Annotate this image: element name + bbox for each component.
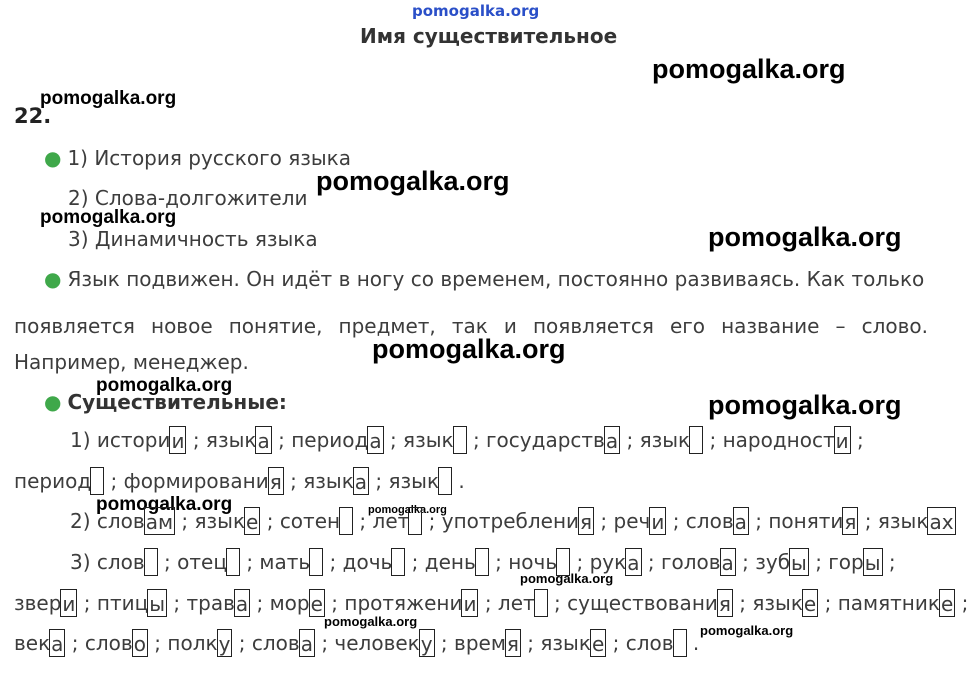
ending-box: я [578,507,594,535]
noun-row [70,548,896,576]
ending-box: и [834,426,851,454]
separator: ; [147,631,168,655]
separator: ; [324,591,345,615]
word-stem: врем [454,631,506,655]
watermark: pomogalka.org [96,375,233,396]
ending-box [673,629,687,657]
separator: ; [570,550,590,574]
word-stem: мать [259,550,311,574]
bullet-icon: ● [44,146,62,170]
separator: ; [955,591,968,615]
word-stem: употреблени [441,509,580,533]
word-stem: поняти [768,509,844,533]
noun-word [252,629,315,657]
word-stem: народност [722,428,835,452]
noun-word [838,589,956,617]
separator: ; [260,509,280,533]
separator: ; [186,428,206,452]
noun-word [344,589,478,617]
separator: ; [732,591,753,615]
noun-word [85,629,148,657]
noun-word [186,589,250,617]
ending-box: а [299,629,315,657]
page-title: Имя существительное [360,24,618,48]
noun-word [454,629,521,657]
noun-word [590,548,642,576]
noun-word [70,548,158,576]
separator: ; [703,428,723,452]
word-stem: полк [167,631,218,655]
watermark: pomogalka.org [40,207,177,228]
separator: ; [748,509,769,533]
ending-box: а [604,426,620,454]
ending-box: е [802,589,818,617]
word-stem: отец [177,550,227,574]
separator: ; [383,428,404,452]
ending-box: е [939,589,955,617]
word-stem: период [14,469,92,493]
word-stem: язык [403,428,454,452]
separator: ; [818,591,838,615]
separator: ; [250,591,270,615]
word-stem: рук [589,550,627,574]
bullet-icon: ● [44,390,62,414]
separator: ; [157,550,178,574]
ending-box: ы [789,548,809,576]
ending-box: а [367,426,383,454]
noun-word [403,426,467,454]
noun-row [14,467,465,495]
plan-item: 2) Слова-долгожители [68,186,308,210]
word-stem: слов [96,509,145,533]
separator: ; [478,591,498,615]
separator: ; [369,469,389,493]
word-stem: язык [639,428,691,452]
word-stem: голов [660,550,721,574]
noun-word [334,629,434,657]
ending-box [689,426,703,454]
word-stem: дочь [342,550,393,574]
word-stem: язык [303,469,354,493]
ending-box [408,507,422,535]
word-stem: день [424,550,476,574]
watermark: pomogalka.org [368,504,447,516]
bullet-icon: ● [44,267,62,291]
noun-word [291,426,383,454]
word-stem: лет [372,509,410,533]
noun-word [752,589,818,617]
watermark: pomogalka.org [520,571,614,586]
noun-word [70,507,175,535]
word-stem: лет [497,591,535,615]
ending-box: а [720,548,736,576]
separator: ; [405,550,425,574]
separator: ; [422,509,442,533]
noun-row [14,589,968,617]
site-link[interactable]: pomogalka.org [412,2,540,20]
word-stem: сотен [279,509,341,533]
word-stem: птиц [96,591,149,615]
word-stem: реч [613,509,651,533]
watermark: pomogalka.org [700,623,794,638]
watermark: pomogalka.org [96,494,233,515]
ending-box: е [244,507,260,535]
ending-box [556,548,570,576]
separator: ; [314,631,335,655]
separator: ; [882,550,896,574]
noun-word [686,507,749,535]
ending-box [438,467,452,495]
ending-box: е [309,589,325,617]
word-stem: зуб [755,550,791,574]
ending-box: у [419,629,435,657]
paragraph-body: появляется новое понятие, предмет, так и появляется его название – слово. Например, менеджер. [14,314,928,374]
separator: ; [283,469,304,493]
ending-box: и [461,589,478,617]
word-stem: протяжени [344,591,463,615]
ending-box [144,548,158,576]
ending-box: и [169,426,186,454]
separator: ; [232,631,252,655]
ending-box: ах [927,507,955,535]
watermark: pomogalka.org [316,166,510,196]
word-stem: век [14,631,51,655]
noun-word [97,589,167,617]
paragraph-first-line: ● Язык подвижен. Он идёт в ногу со временем, постоянно развиваясь. Как только [44,267,925,291]
word-stem: истори [96,428,171,452]
ending-box: я [842,507,858,535]
separator: ; [735,550,756,574]
word-stem: звер [14,591,62,615]
word-stem: язык [752,591,803,615]
separator: ; [808,550,829,574]
noun-word [259,548,323,576]
word-stem: слов [625,631,674,655]
noun-word [661,548,736,576]
item-number: 2) [70,509,97,533]
separator: ; [606,631,626,655]
ending-box: а [255,426,271,454]
word-stem: слов [84,631,133,655]
word-stem: язык [877,509,929,533]
ending-box: я [505,629,521,657]
word-stem: язык [194,509,246,533]
separator: ; [858,509,878,533]
separator: ; [520,631,541,655]
noun-word [486,426,620,454]
ending-box: а [49,629,65,657]
word-stem: формировани [123,469,269,493]
word-stem: человек [334,631,420,655]
noun-word [373,507,423,535]
separator: ; [104,469,124,493]
watermark: pomogalka.org [40,88,177,109]
separator: ; [547,591,568,615]
ending-box: у [217,629,233,657]
noun-word [508,548,570,576]
separator: ; [167,591,187,615]
separator: ; [434,631,455,655]
ending-box [534,589,548,617]
ending-box [453,426,467,454]
separator: ; [641,550,661,574]
ending-box [90,467,104,495]
noun-word [389,467,453,495]
separator: ; [594,509,614,533]
ending-box: и [649,507,666,535]
separator: . [452,469,465,493]
separator: ; [666,509,686,533]
noun-word [626,629,687,657]
ending-box [309,548,323,576]
separator: ; [620,428,640,452]
ending-box [339,507,353,535]
noun-word [498,589,548,617]
ending-box: а [353,467,369,495]
ending-box [391,548,405,576]
ending-box: ам [144,507,175,535]
ending-box: я [717,589,733,617]
separator: ; [239,550,260,574]
ending-box: а [733,507,749,535]
word-stem: слов [251,631,300,655]
noun-row [70,507,956,535]
noun-word [640,426,704,454]
noun-word [343,548,406,576]
noun-word [442,507,594,535]
noun-word [195,507,261,535]
word-stem: слов [685,509,734,533]
exercise-number: 22. [14,104,52,128]
ending-box [475,548,489,576]
nouns-heading: ● Существительные: [44,390,287,414]
ending-box: а [625,548,641,576]
noun-word [723,426,851,454]
watermark: pomogalka.org [372,334,566,364]
word-stem: государств [486,428,605,452]
watermark: pomogalka.org [708,222,902,252]
noun-word [70,426,186,454]
noun-word [567,589,733,617]
separator: ; [488,550,509,574]
noun-word [270,589,325,617]
ending-box: е [590,629,606,657]
noun-row [14,629,699,657]
word-stem: язык [388,469,440,493]
separator: ; [65,631,85,655]
item-number: 3) [70,550,97,574]
noun-word [124,467,284,495]
noun-word [540,629,606,657]
word-stem: ночь [508,550,558,574]
separator: ; [271,428,292,452]
ending-box: и [60,589,77,617]
word-stem: период [291,428,369,452]
ending-box: ы [147,589,167,617]
ending-box: я [268,467,284,495]
word-stem: язык [540,631,591,655]
noun-word [280,507,353,535]
noun-word [14,629,65,657]
noun-word [177,548,240,576]
plan-item: ● 1) История русского языка [44,146,351,170]
item-number: 1) [70,428,97,452]
watermark: pomogalka.org [324,614,418,629]
word-stem: слов [96,550,145,574]
separator: ; [175,509,195,533]
noun-word [425,548,489,576]
noun-word [303,467,369,495]
noun-row [70,426,864,454]
watermark: pomogalka.org [652,54,846,84]
noun-word [14,589,77,617]
watermark: pomogalka.org [708,390,902,420]
separator: ; [850,428,864,452]
noun-word [828,548,882,576]
noun-word [614,507,667,535]
separator: ; [77,591,97,615]
separator: ; [323,550,343,574]
noun-word [206,426,272,454]
separator: ; [353,509,373,533]
word-stem: памятник [837,591,940,615]
ending-box: ы [863,548,883,576]
word-stem: существовани [567,591,718,615]
noun-word [768,507,858,535]
word-stem: гор [828,550,864,574]
word-stem: трав [186,591,235,615]
ending-box: о [132,629,148,657]
ending-box [226,548,240,576]
noun-word [755,548,809,576]
word-stem: мор [269,591,310,615]
separator: ; [466,428,487,452]
plan-item: 3) Динамичность языка [68,227,318,251]
separator: . [686,631,700,655]
noun-word [14,467,104,495]
ending-box: а [234,589,250,617]
noun-word [878,507,956,535]
word-stem: язык [205,428,257,452]
noun-word [167,629,232,657]
